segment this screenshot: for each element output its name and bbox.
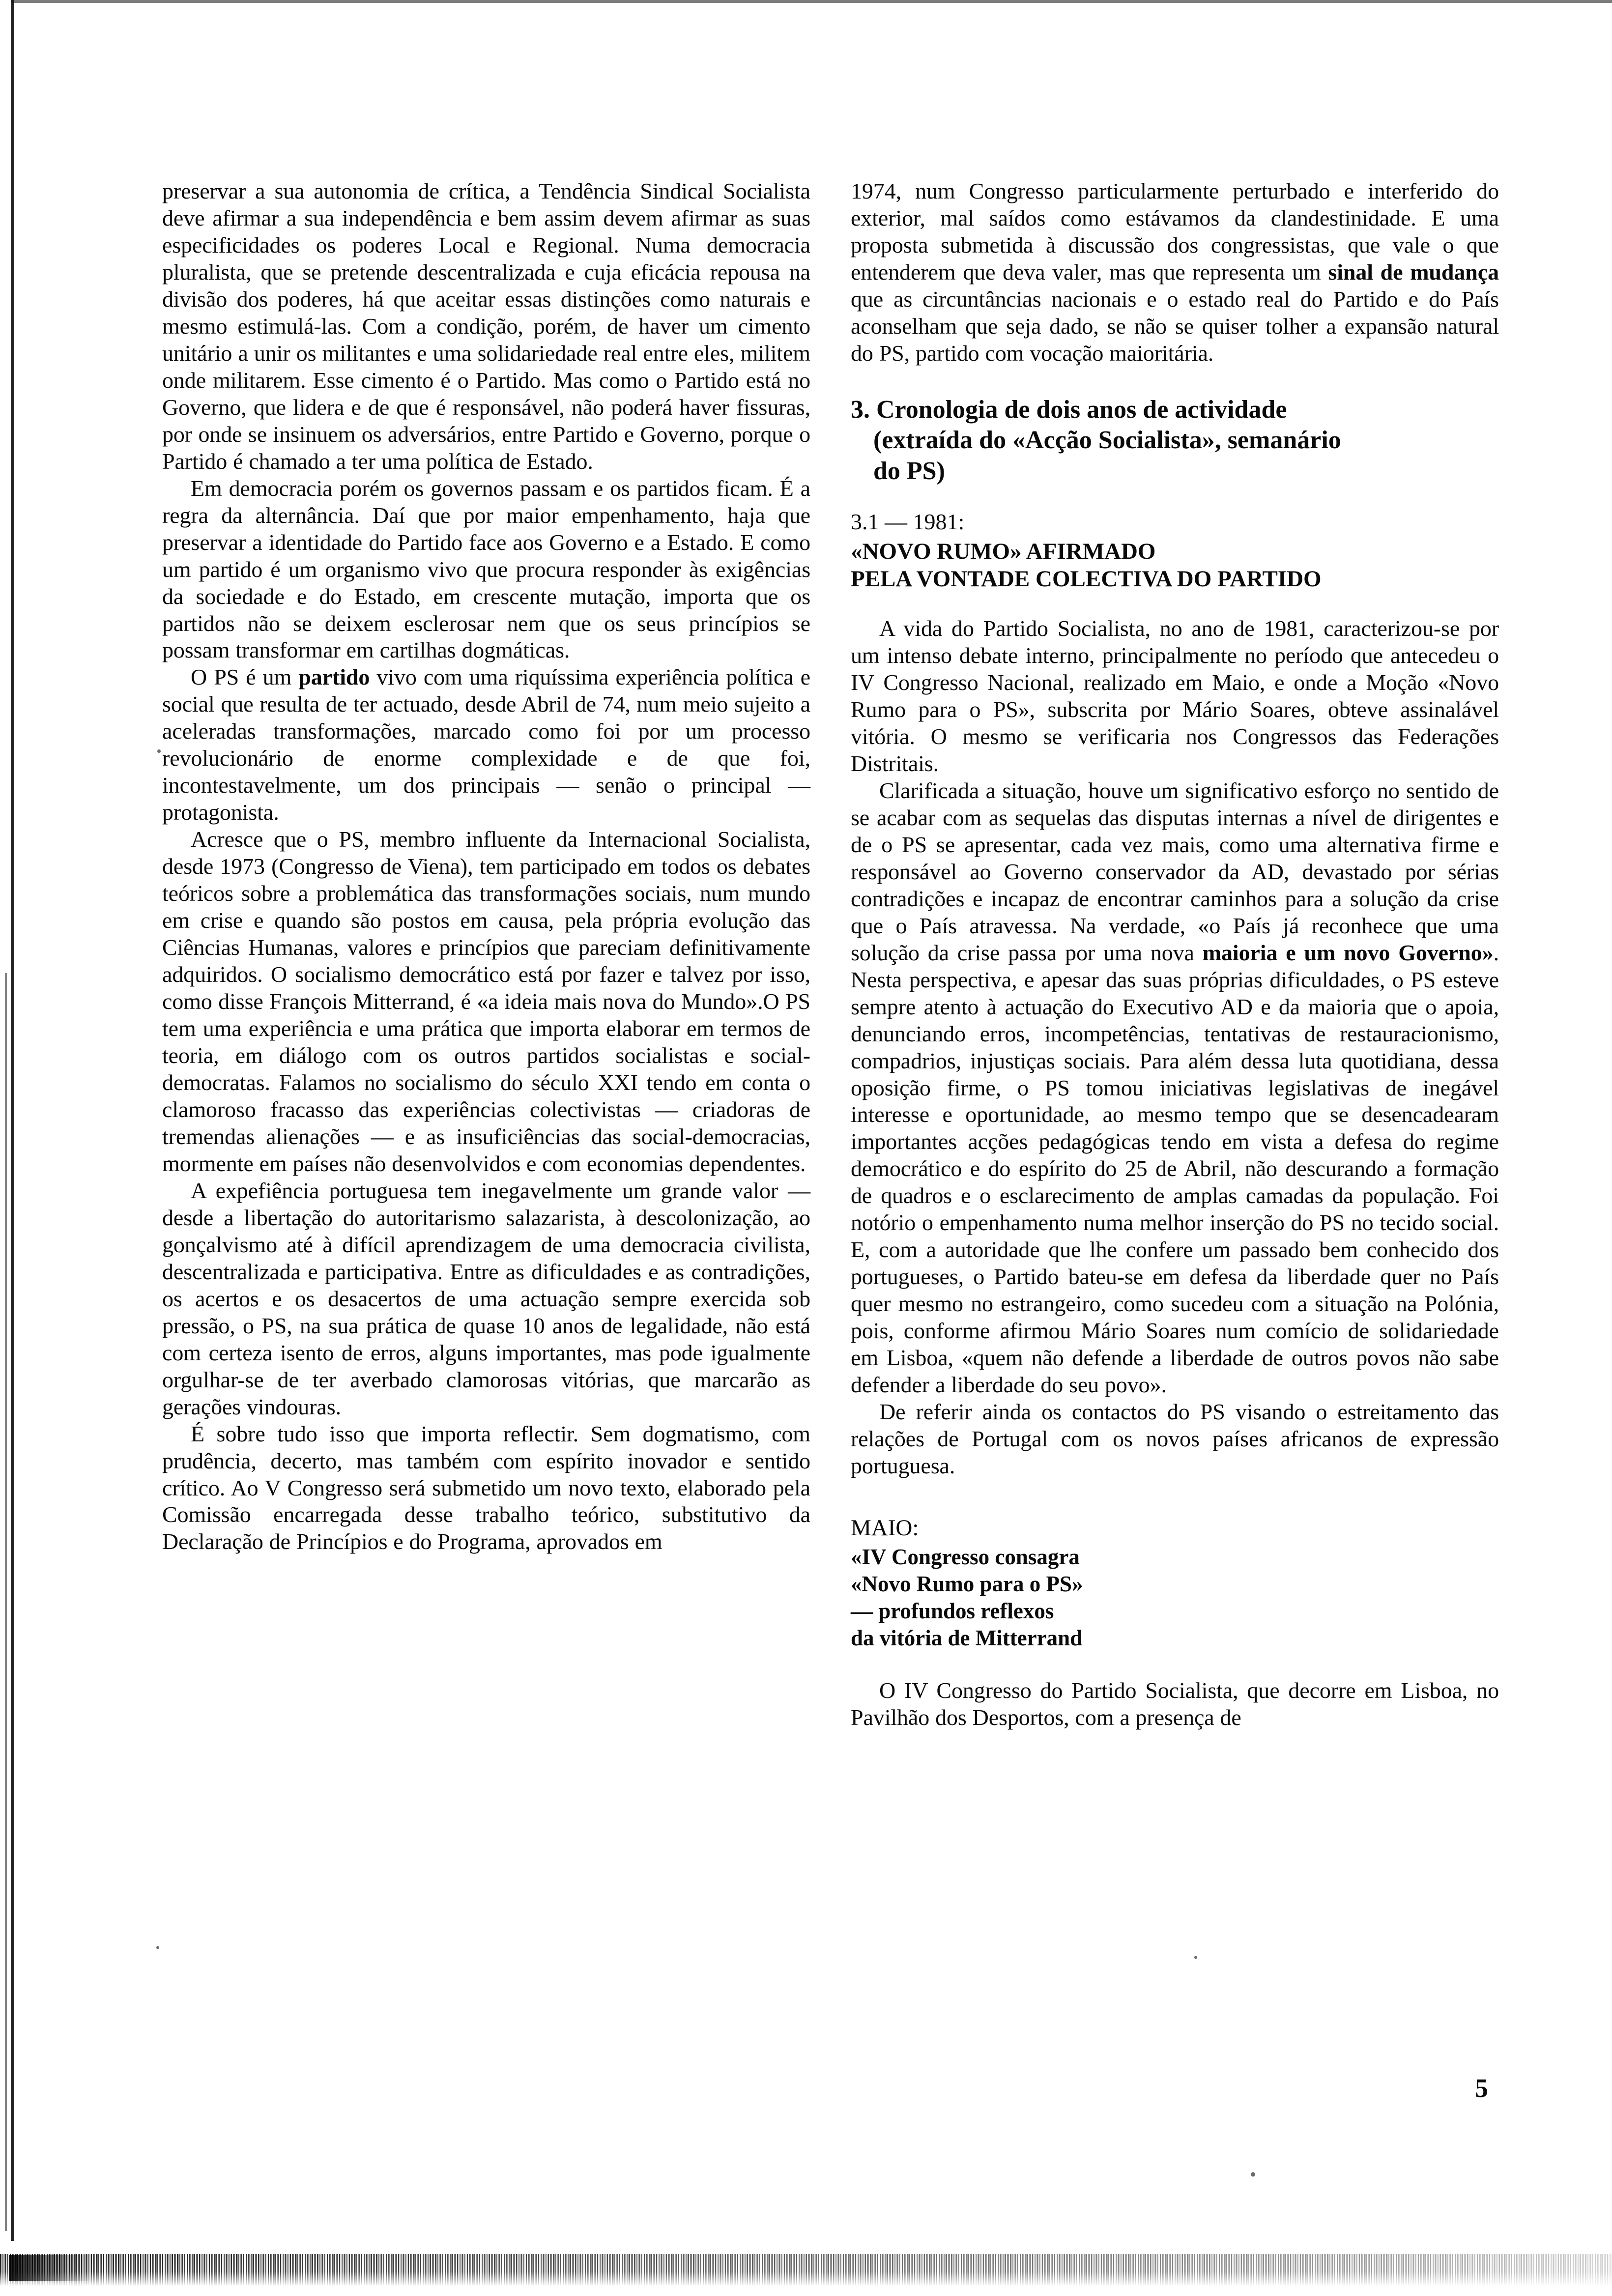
scan-edge-left-artifact [11,0,14,2241]
subsection-heading-line-2: PELA VONTADE COLECTIVA DO PARTIDO [851,566,1322,592]
section-heading-line-2: (extraída do «Acção Socialista», semanário [873,426,1341,455]
paragraph-text-after-bold: que as circuntâncias nacionais e o estado real do Partido e do País aconselham que seja dado, se não se quiser tolher a expansão natural do PS, partido com vocação maioritária. [851,286,1499,366]
paragraph-clarificada [851,777,1499,1399]
paragraph-final: O IV Congresso do Partido Socialista, que decorre em Lisboa, no Pavilhão dos Desportos, com a presença de [851,1678,1499,1730]
month-label: MAIO: [851,1515,919,1541]
scan-speck [157,749,161,753]
scan-edge-top-artifact [11,0,1612,3]
paragraph-text-before-bold: O PS é um [191,664,299,690]
scan-speck [156,1946,159,1949]
two-column-text-body [162,178,1499,1731]
month-headline-line-2: «Novo Rumo para o PS» [851,1572,1083,1597]
paragraph: A expefiência portuguesa tem inegavelmente um grande valor — desde a libertação do autoritarismo salazarista, à descolonização, ao gonçalvismo até à difícil aprendizagem de uma democracia civilista, descentralizada e participativa. Entre as dificuldades e as contradições, os acertos e os desacertos de uma actuação sempre exercida sob pressão, o PS, na sua prática de quase 10 anos de legalidade, não está com certeza isento de erros, alguns importantes, mas pode igualmente orgulhar-se de ter averbado clamorosas vitórias, que marcarão as gerações vindouras. [162,1177,810,1419]
scan-noise-band-artifact [0,2254,1612,2286]
paragraph-continuation [851,178,1499,367]
scan-speck [1194,1956,1197,1959]
subsection-heading-line-1: «NOVO RUMO» AFIRMADO [851,539,1156,565]
month-headline-line-1: «IV Congresso consagra [851,1545,1080,1570]
section-heading-line-3: do PS) [873,457,945,485]
paragraph-text-after-bold: vivo com uma riquíssima experiência política e social que resulta de ter actuado, desde Abril de 74, num meio sujeito a aceleradas transformações, marcado como foi por um processo revolucionário de enorme complexidade e de que foi, incontestavelmente, um dos principais — senão o principal — protagonista. [162,664,810,825]
subsection-number: 3.1 — 1981: [851,509,965,534]
scan-speck [1251,2172,1255,2177]
page-number: 5 [1475,2073,1488,2103]
paragraph-ps-partido-vivo [162,664,810,826]
month-headline-line-4: da vitória de Mitterrand [851,1626,1083,1651]
paragraph: De referir ainda os contactos do PS visando o estreitamento das relações de Portugal com os novos países africanos de expressão portuguesa. [851,1399,1499,1479]
month-headline [851,1544,1499,1652]
section-heading [851,395,1499,487]
paragraph: preservar a sua autonomia de crítica, a Tendência Sindical Socialista deve afirmar a sua independência e bem assim devem afirmar as suas especificidades os poderes Local e Regional. Numa democracia pluralista, que se pretende descentralizada e cuja eficácia repousa na divisão dos poderes, há que aceitar essas distinções como naturais e mesmo estimulá-las. Com a condição, porém, de haver um cimento unitário a unir os militantes e uma solidariedade real entre eles, militem onde militarem. Esse cimento é o Partido. Mas como o Partido está no Governo, que lidera e de que é responsável, não poderá haver fissuras, por onde se insinuem os adversários, entre Partido e Governo, porque o Partido é chamado a ter uma política de Estado. [162,178,810,474]
month-headline-line-3: — profundos reflexos [851,1599,1054,1624]
paragraph: É sobre tudo isso que importa reflectir. Sem dogmatismo, com prudência, decerto, mas também com espírito inovador e sentido crítico. Ao V Congresso será submetido um novo texto, elaborado pela Comissão encarregada desse trabalho teórico, substitutivo da Declaração de Princípios e do Programa, aprovados em [162,1421,810,1554]
paragraph: Acresce que o PS, membro influente da Internacional Socialista, desde 1973 (Congresso de Viena), tem participado em todos os debates teóricos sobre a problemática das transformações sociais, num mundo em crise e quando são postos em causa, pela própria evolução das Ciências Humanas, valores e princípios que pareciam definitivamente adquiridos. O socialismo democrático está por fazer e talvez por isso, como disse François Mitterrand, é «a ideia mais nova do Mundo».O PS tem uma experiência e uma prática que importa elaborar em termos de teoria, em diálogo com os outros partidos socialistas e social-democratas. Falamos no socialismo do século XXI tendo em conta o clamoroso fracasso das experiências colectivistas — criadoras de tremendas alienações — e as insuficiências das social-democracias, mormente em países não desenvolvidos e com economias dependentes. [162,827,810,1176]
subsection-heading [851,538,1499,593]
right-column [851,178,1499,1731]
paragraph: A vida do Partido Socialista, no ano de 1981, caracterizou-se por um intenso debate interno, principalmente no período que antecedeu o IV Congresso Nacional, realizado em Maio, e onde a Moção «Novo Rumo para o PS», subscrita por Mário Soares, obteve assinalável vitória. O mesmo se verificaria nos Congressos das Federações Distritais. [851,616,1499,776]
section-heading-line-1: 3. Cronologia de dois anos de actividade [851,395,1287,424]
bold-emphasis-maioria-novo-governo: maioria e um novo Governo» [1202,940,1494,965]
left-column [162,178,810,1731]
paragraph: Em democracia porém os governos passam e os partidos ficam. É a regra da alternância. Daí que por maior empenhamento, haja que preservar a identidade do Partido face aos Governo e a Estado. E como um partido é um organismo vivo que procura responder às exigências da sociedade e do Estado, em crescente mutação, importa que os partidos não se deixem esclerosar nem que os seus princípios se possam transformar em cartilhas dogmáticas. [162,475,810,663]
bold-emphasis-sinal-de-mudanca: sinal de mudança [1328,259,1499,285]
paragraph-text-part-2: . Nesta perspectiva, e apesar das suas próprias dificuldades, o PS esteve sempre atento à actuação do Executivo AD e da maioria que o apoia, denunciando erros, incompetências, tentativas de restauracionismo, compadrios, injustiças sociais. Para além dessa luta quotidiana, dessa oposição firme, o PS tomou iniciativas legislativas de inegável interesse e oportunidade, ao mesmo tempo que se desencadearam importantes acções pedagógicas tendo em vista a defesa do regime democrático e do espírito do 25 de Abril, não descurando a formação de quadros e o esclarecimento de amplas camadas da população. Foi notório o empenhamento numa melhor inserção do PS no tecido social. E, com a autoridade que lhe confere um passado bem conhecido dos portugueses, o Partido bateu-se em defesa da liberdade quer no País quer mesmo no estrangeiro, como sucedeu com a situação na Polónia, pois, conforme afirmou Mário Soares num comício de solidariedade em Lisboa, «quem não defende a liberdade de outros povos não sabe defender a liberdade do seu povo». [851,940,1499,1398]
paragraph-text-part-1: Clarificada a situação, houve um significativo esforço no sentido de se acabar com as sequelas das disputas internas a nível de dirigentes e de o PS se apresentar, cada vez mais, como uma alternativa firme e responsável ao Governo conservador da AD, devastado por sérias contradições e incapaz de encontrar caminhos para a solução da crise que o País atravessa. Na verdade, «o País já reconhece que uma solução da crise passa por uma nova [851,777,1499,965]
paragraph-text-before-bold: 1974, num Congresso particularmente perturbado e interferido do exterior, mal saídos como estávamos da clandestinidade. E uma proposta submetida à discussão dos congressistas, que vale o que entenderem que deva valer, mas que representa um [851,178,1499,285]
bold-emphasis-partido: partido [298,664,370,690]
scan-edge-left-secondary-artifact [5,973,7,2231]
